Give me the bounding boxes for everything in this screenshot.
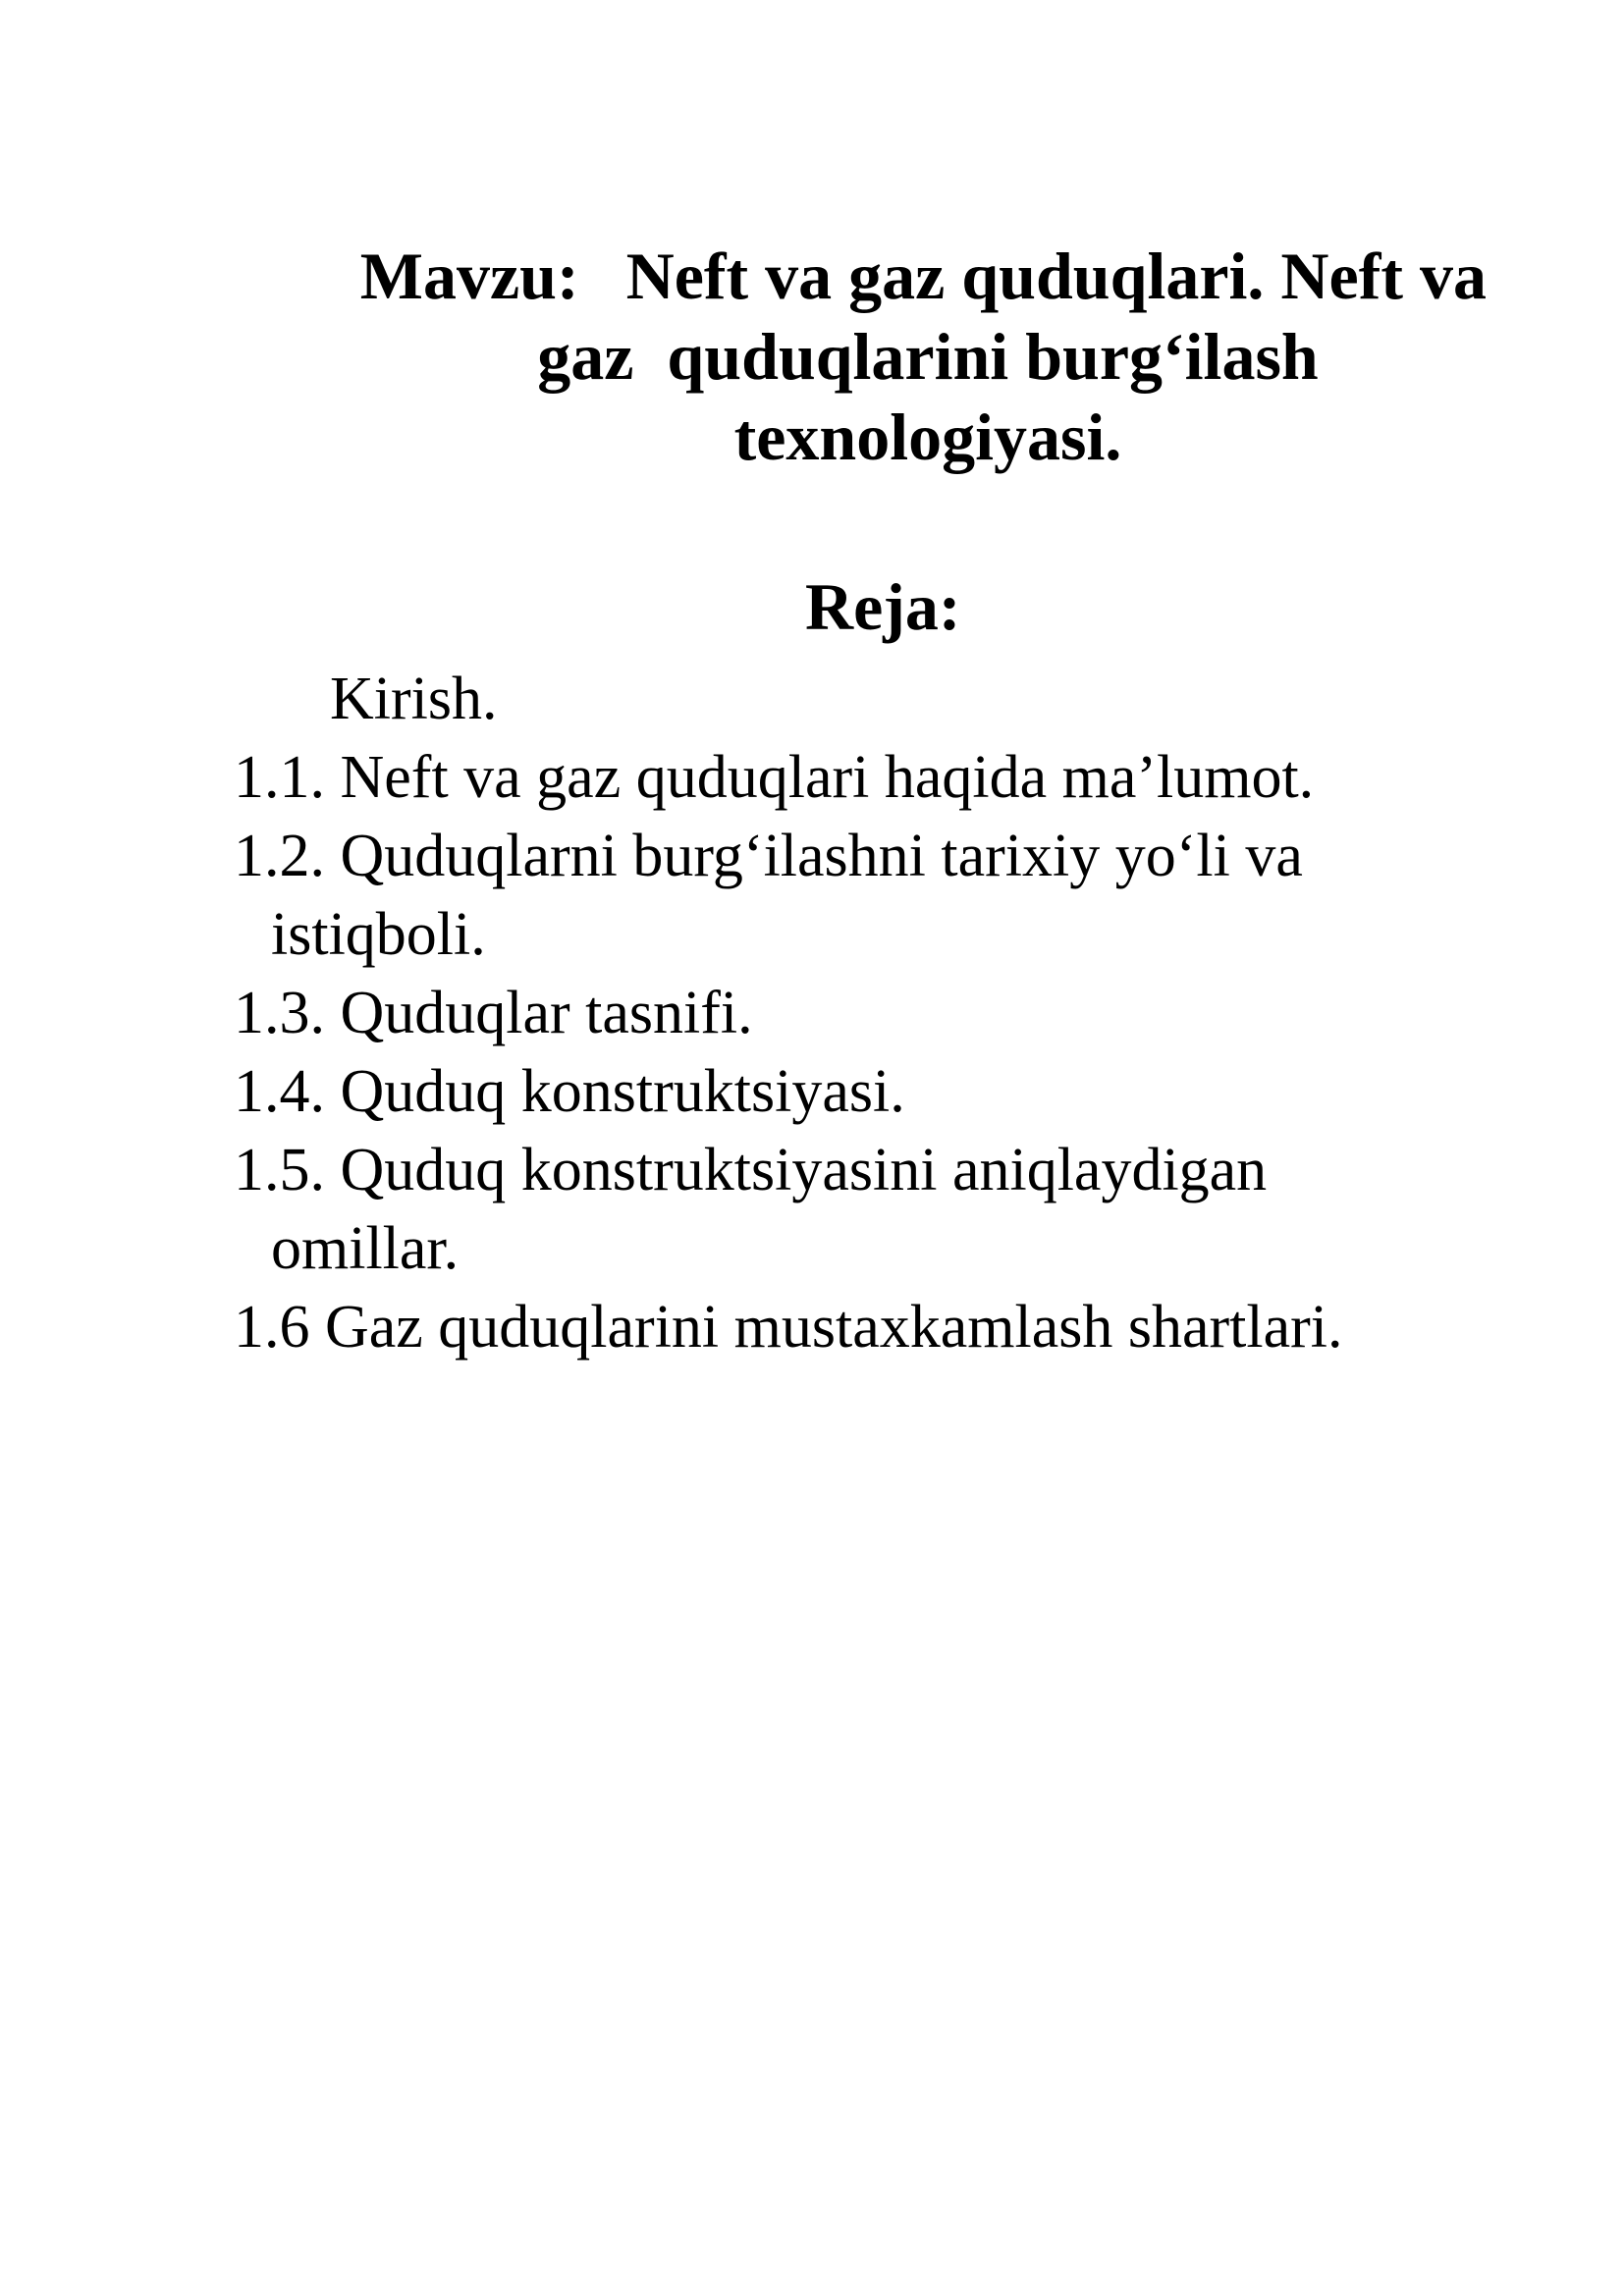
plan-item: 1.1. Neft va gaz quduqlari haqida ma’lumot. (234, 744, 1315, 811)
plan-item: 1.4. Quduq konstruktsiyasi. (234, 1058, 905, 1125)
title-line-3: texnologiyasi. (733, 400, 1122, 474)
title-text-1: Neft va gaz quduqlari. Neft va (625, 239, 1487, 313)
plan-item-continuation: istiqboli. (271, 901, 486, 968)
title-line-2: gaz quduqlarini burg‘ilash (537, 319, 1319, 394)
plan-item: 1.6 Gaz quduqlarini mustaxkamlash shartlari. (234, 1294, 1343, 1361)
title-prefix: Mavzu: (359, 239, 579, 313)
plan-item: 1.2. Quduqlarni burg‘ilashni tarixiy yo‘li va (234, 823, 1303, 889)
plan-item-continuation: omillar. (271, 1215, 460, 1282)
plan-list (234, 660, 1343, 1366)
plan-item: 1.5. Quduq konstruktsiyasini aniqlaydigan (234, 1137, 1268, 1203)
document-title (236, 236, 1542, 477)
title-line-1 (236, 236, 1542, 316)
plan-intro: Kirish. (330, 666, 498, 732)
plan-heading: Reja: (805, 569, 961, 644)
plan-item: 1.3. Quduqlar tasnifi. (234, 980, 753, 1046)
